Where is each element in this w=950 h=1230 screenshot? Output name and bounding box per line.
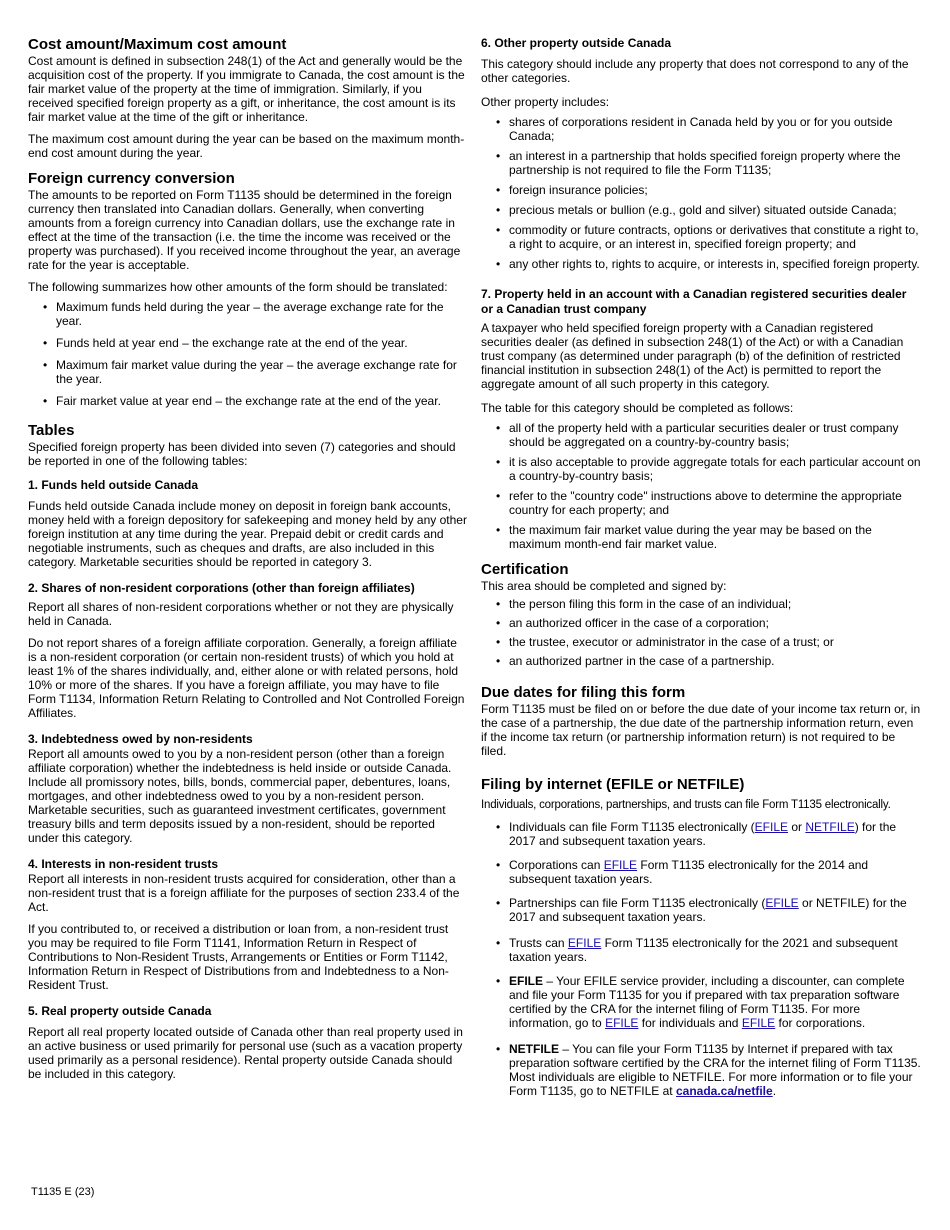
heading-trusts: 4. Interests in non-resident trusts bbox=[28, 857, 219, 871]
list-item: • Partnerships can file Form T1135 electronically (EFILE or NETFILE) for the 2017 and subsequent taxation years. bbox=[481, 896, 921, 924]
list-item: • Individuals can file Form T1135 electronically (EFILE or NETFILE) for the 2017 and subsequent taxation years. bbox=[481, 820, 921, 848]
securities-dealer-paragraph: A taxpayer who held specified foreign property with a Canadian registered securities dealer (as defined in subsection 248(1) of the Act) or with a Canadian trust company (as determined under paragraph (b) of the definition of restricted financial institution in subsection 248(1) of the Act) is permitted to report the aggregate amount of all such property in this category. bbox=[481, 321, 904, 391]
filing-list bbox=[481, 820, 921, 1098]
right-column bbox=[481, 36, 921, 1098]
heading-cost-amount: Cost amount/Maximum cost amount bbox=[28, 36, 287, 53]
list-item: • Maximum fair market value during the year – the average exchange rate for the year. bbox=[28, 358, 468, 386]
currency-summary-intro: The following summarizes how other amounts of the form should be translated: bbox=[28, 280, 448, 294]
form-identifier: T1135 E (23) bbox=[31, 1186, 95, 1198]
max-cost-paragraph: The maximum cost amount during the year can be based on the maximum month-end cost amount during the year. bbox=[28, 132, 465, 160]
list-item: • commodity or future contracts, options or derivatives that constitute a right to, a right to acquire, or an interest in, specified foreign property; and bbox=[481, 223, 921, 251]
funds-held-paragraph: Funds held outside Canada include money on deposit in foreign bank accounts, money held with a foreign depository for safekeeping and money held by any other foreign institution at any time during the year. Prepaid debit or credit cards and negotiable instruments, such as cheques and drafts, are also included in this category. Marketable securities should be reported in category 3. bbox=[28, 499, 467, 569]
cost-amount-paragraph: Cost amount is defined in subsection 248(1) of the Act and generally would be the acquisition cost of the property. If you immigrate to Canada, the cost amount is the fair market value of the property at the time of immigration. Similarly, if you received specified foreign property as a gift, or inheritance, the cost amount is its fair market value at the time of the gift or inheritance. bbox=[28, 54, 465, 124]
list-item: • Fair market value at year end – the exchange rate at the end of the year. bbox=[28, 394, 468, 408]
tables-intro: Specified foreign property has been divided into seven (7) categories and should be reported in one of the following tables: bbox=[28, 440, 456, 468]
efile-individuals-link[interactable]: EFILE bbox=[605, 1016, 639, 1030]
list-item: • it is also acceptable to provide aggregate totals for each particular account on a country-by-country basis; bbox=[481, 455, 921, 483]
certification-intro: This area should be completed and signed by: bbox=[481, 579, 727, 593]
heading-certification: Certification bbox=[481, 561, 569, 578]
heading-indebtedness: 3. Indebtedness owed by non-residents bbox=[28, 732, 253, 746]
list-item: • EFILE – Your EFILE service provider, including a discounter, can complete and file your Form T1135 for you if prepared with tax preparation software certified by the CRA for the internet filing of Form T1135. For more information, go to EFILE for individuals and EFILE for corporations. bbox=[481, 974, 921, 1030]
efile-corporations-link[interactable]: EFILE bbox=[741, 1016, 776, 1030]
list-item: • the person filing this form in the case of an individual; bbox=[481, 597, 921, 611]
list-item: • refer to the "country code" instructions above to determine the appropriate country for each property; and bbox=[481, 489, 921, 517]
list-item: • the maximum fair market value during the year may be based on the maximum month-end fair market value. bbox=[481, 523, 921, 551]
list-item: • Maximum funds held during the year – the average exchange rate for the year. bbox=[28, 300, 468, 328]
netfile-link[interactable]: NETFILE bbox=[805, 820, 855, 834]
list-item: • NETFILE – You can file your Form T1135 by Internet if prepared with tax preparation software certified by the CRA for the internet filing of Form T1135. Most individuals are eligible to NETFILE. For more information or to file your Form T1135, go to NETFILE at canada.ca/netfile. bbox=[481, 1042, 921, 1098]
list-item: • all of the property held with a particular securities dealer or trust company should be aggregated on a country-by-country basis; bbox=[481, 421, 921, 449]
efile-link[interactable]: EFILE bbox=[567, 936, 602, 950]
heading-currency-conversion: Foreign currency conversion bbox=[28, 170, 235, 187]
list-item: • Trusts can EFILE Form T1135 electronically for the 2021 and subsequent taxation years. bbox=[481, 936, 921, 964]
heading-tables: Tables bbox=[28, 422, 75, 439]
other-property-list bbox=[481, 115, 921, 271]
heading-securities-dealer: 7. Property held in an account with a Canadian registered securities dealer or a Canadian trust company bbox=[481, 287, 907, 316]
left-column bbox=[28, 36, 468, 1081]
indebtedness-paragraph: Report all amounts owed to you by a non-resident person (other than a foreign affiliate corporation) whether the indebtedness is held inside or outside Canada. Include all promissory notes, bills, bonds, commercial paper, debentures, loans, mortgages, and other indebtedness owed to you by a non-resident person. Marketable securities, such as guaranteed investment certificates, government treasury bills and term deposits issued by a non-resident, should be reported under this category. bbox=[28, 747, 452, 845]
heading-due-dates: Due dates for filing this form bbox=[481, 684, 686, 701]
list-item: • foreign insurance policies; bbox=[481, 183, 921, 197]
efile-link[interactable]: EFILE bbox=[765, 896, 799, 910]
efile-link[interactable]: EFILE bbox=[603, 858, 638, 872]
shares-paragraph-1: Report all shares of non-resident corporations whether or not they are physically held in Canada. bbox=[28, 600, 454, 628]
other-property-paragraph: This category should include any property that does not correspond to any of the other categories. bbox=[481, 57, 909, 85]
heading-filing-internet: Filing by internet (EFILE or NETFILE) bbox=[481, 776, 745, 793]
heading-funds-held: 1. Funds held outside Canada bbox=[28, 478, 199, 492]
list-item: • any other rights to, rights to acquire, or interests in, specified foreign property. bbox=[481, 257, 921, 271]
due-dates-paragraph: Form T1135 must be filed on or before the due date of your income tax return or, in the case of a partnership, the due date of the partnership information return, even if the income tax return (or partnership information return) is not required to be filed. bbox=[481, 702, 921, 758]
list-item: • an interest in a partnership that holds specified foreign property where the partnership is not required to file the Form T1135; bbox=[481, 149, 921, 177]
list-item: • an authorized officer in the case of a corporation; bbox=[481, 616, 921, 630]
other-property-intro: Other property includes: bbox=[481, 95, 610, 109]
certification-list bbox=[481, 597, 921, 668]
heading-other-property: 6. Other property outside Canada bbox=[481, 36, 672, 50]
trusts-paragraph-1: Report all interests in non-resident trusts acquired for consideration, other than a non-resident trust that is a foreign affiliate for the purposes of section 233.4 of the Act. bbox=[28, 872, 460, 914]
trusts-paragraph-2: If you contributed to, or received a distribution or loan from, a non-resident trust you may be required to file Form T1141, Information Return in Respect of Contributions to Non-Resident Trusts, Arrangements or Entities or Form T1142, Information Return in Respect of Distributions from and Indebtedness to a Non-Resident Trust. bbox=[28, 922, 449, 992]
real-property-paragraph: Report all real property located outside of Canada other than real property used in an active business or used primarily for personal use (such as a vacation property used primarily as a personal residence). Rental property outside Canada should be included in this category. bbox=[28, 1025, 463, 1081]
currency-paragraph: The amounts to be reported on Form T1135 should be determined in the foreign currency then translated into Canadian dollars. Generally, when converting amounts from a foreign currency into Canadian dollars, use the exchange rate in effect at the time of the transaction (i.e. the time the income was received or the property was purchased). If you received income throughout the year, an average rate for the year is acceptable. bbox=[28, 188, 461, 272]
securities-table-intro: The table for this category should be completed as follows: bbox=[481, 401, 794, 415]
canada-netfile-link[interactable]: canada.ca/netfile bbox=[675, 1084, 773, 1098]
filing-intro: Individuals, corporations, partnerships, and trusts can file Form T1135 electronically. bbox=[481, 799, 891, 811]
heading-real-property: 5. Real property outside Canada bbox=[28, 1004, 212, 1018]
heading-shares: 2. Shares of non-resident corporations (other than foreign affiliates) bbox=[28, 581, 415, 595]
securities-list bbox=[481, 421, 921, 551]
list-item: • an authorized partner in the case of a partnership. bbox=[481, 654, 921, 668]
list-item: • Funds held at year end – the exchange rate at the end of the year. bbox=[28, 336, 468, 350]
currency-list bbox=[28, 300, 468, 408]
list-item: • precious metals or bullion (e.g., gold and silver) situated outside Canada; bbox=[481, 203, 921, 217]
shares-paragraph-2: Do not report shares of a foreign affiliate corporation. Generally, a foreign affiliate is a non-resident corporation (or certain non-resident trusts) of which you hold at least 1% of the shares individually, and, either alone or with related persons, hold 10% or more of the shares. If you have a foreign affiliate, you may have to file Form T1134, Information Return Relating to Controlled and Not Controlled Foreign Affiliates. bbox=[28, 636, 465, 720]
list-item: • the trustee, executor or administrator in the case of a trust; or bbox=[481, 635, 921, 649]
list-item: • Corporations can EFILE Form T1135 electronically for the 2014 and subsequent taxation years. bbox=[481, 858, 921, 886]
efile-link[interactable]: EFILE bbox=[754, 820, 789, 834]
list-item: • shares of corporations resident in Canada held by you or for you outside Canada; bbox=[481, 115, 921, 143]
